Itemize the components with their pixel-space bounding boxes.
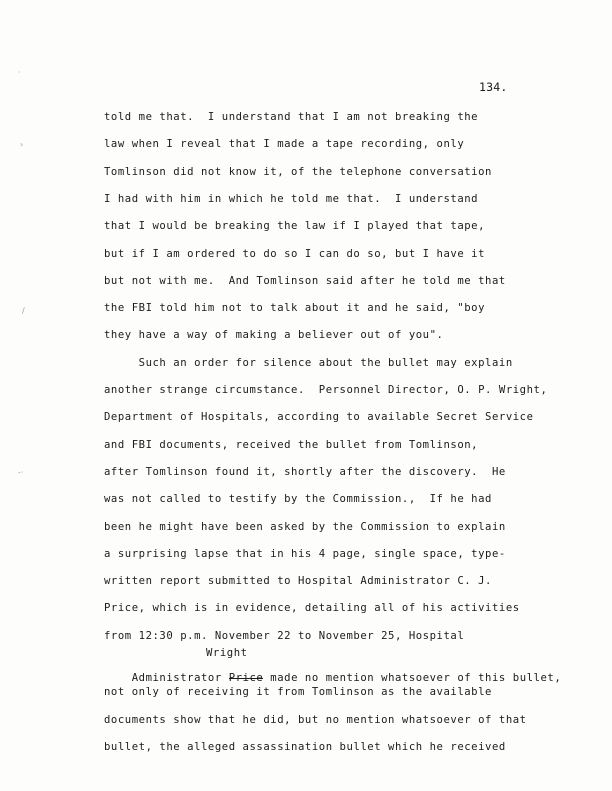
- body-line: not only of receiving it from Tomlinson as the available: [104, 686, 492, 698]
- body-line: Department of Hospitals, according to available Secret Service: [104, 411, 534, 424]
- body-line: from 12:30 p.m. November 22 to November 25, Hospital: [104, 629, 465, 642]
- body-line: but not with me. And Tomlinson said after he told me that: [104, 274, 506, 287]
- body-line: Price, which is in evidence, detailing all of his activities: [104, 602, 520, 615]
- body-line: but if I am ordered to do so I can do so, but I have it: [104, 247, 486, 260]
- margin-mark: ∕: [22, 306, 25, 315]
- body-line: the FBI told him not to talk about it and he said, "boy: [104, 302, 486, 315]
- body-line: a surprising lapse that in his 4 page, single space, type-: [104, 547, 506, 560]
- margin-mark: ›: [20, 140, 24, 149]
- body-line: another strange circumstance. Personnel Director, O. P. Wright,: [104, 384, 548, 396]
- body-line: written report submitted to Hospital Administrator C. J.: [104, 575, 492, 588]
- body-line: Such an order for silence about the bullet may explain: [104, 356, 513, 369]
- body-line: law when I reveal that I made a tape recording, only: [104, 138, 465, 151]
- margin-mark: ·: [18, 68, 21, 77]
- line-text-after: made no mention whatsoever of this bullet,: [263, 672, 562, 684]
- page-number: 134.: [479, 80, 508, 94]
- body-line: been he might have been asked by the Commission to explain: [104, 520, 506, 533]
- handwritten-insertion: Wright: [206, 647, 248, 659]
- body-line: bullet, the alleged assassination bullet which he received: [104, 741, 506, 753]
- body-line: was not called to testify by the Commission., If he had: [104, 493, 492, 506]
- body-line: after Tomlinson found it, shortly after the discovery. He: [104, 465, 506, 478]
- body-line: that I would be breaking the law if I played that tape,: [104, 220, 486, 233]
- body-line: Tomlinson did not know it, of the telephone conversation: [104, 165, 492, 178]
- body-line: documents show that he did, but no mention whatsoever of that: [104, 713, 527, 726]
- body-line: they have a way of making a believer out of you".: [104, 329, 444, 342]
- body-line: and FBI documents, received the bullet from Tomlinson,: [104, 438, 479, 451]
- struck-out-word: Price: [228, 672, 264, 684]
- body-line: I had with him in which he told me that. I understand: [104, 192, 479, 205]
- line-text-before: Administrator: [131, 672, 229, 684]
- margin-mark: -·: [18, 468, 24, 477]
- body-line: told me that. I understand that I am not breaking the: [104, 111, 479, 123]
